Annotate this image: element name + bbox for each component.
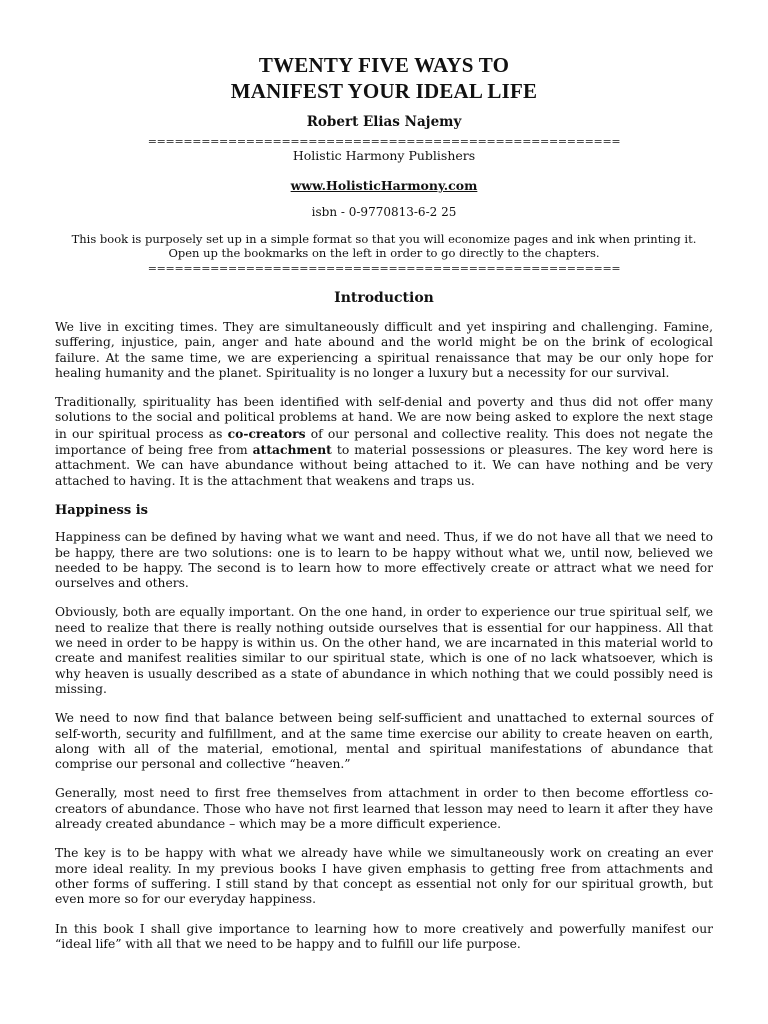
attachment-emphasis: attachment bbox=[252, 442, 332, 458]
author-name: Robert Elias Najemy bbox=[306, 114, 462, 130]
co-creators-emphasis: co-creators bbox=[227, 425, 306, 441]
website-link[interactable]: www.HolisticHarmony.com bbox=[290, 178, 478, 193]
separator-rule-bottom: ===================================================== bbox=[147, 262, 621, 275]
format-note-line-1: This book is purposely set up in a simple format so that you will economize pages and ink when printing it. bbox=[71, 232, 697, 246]
body-text bbox=[55, 320, 713, 966]
paragraph-1: We live in exciting times. They are simultaneously difficult and yet inspiring and challenging. Famine, suffering, injustice, pain, anger and hate abound and the world might be on the brink of ecological failure. At the same time, we are experiencing a spiritual renaissance that may be our only hope for healing humanity and the planet. Spirituality is no longer a luxury but a necessity for our survival. bbox=[55, 320, 713, 380]
paragraph-2-text-e: to material possessions or pleasures. The key word here is attachment. We can have abundance without being attached to it. We can have nothing and be very attached to having. It is the attachment that weakens and traps us. bbox=[55, 443, 714, 488]
publisher-name: Holistic Harmony Publishers bbox=[292, 148, 476, 163]
separator-rule-top: ===================================================== bbox=[147, 135, 621, 148]
paragraph-2 bbox=[55, 395, 713, 489]
introduction-heading: Introduction bbox=[334, 290, 434, 306]
paragraph-3: Happiness can be defined by having what we want and need. Thus, if we do not have all that we need to be happy, there are two solutions: one is to learn to be happy without what we, until now, believed we needed to be happy. The second is to learn how to more effectively create or attract what we need for ourselves and others. bbox=[55, 530, 713, 591]
paragraph-2-text-a: Traditionally, spirituality has been identified with self-denial and poverty and thus did not offer many solutions to the social and political problems at hand. We are now being asked to explore the next stage in our spiritual process as bbox=[55, 395, 713, 441]
paragraph-8: In this book I shall give importance to learning how to more creatively and powerfully manifest our “ideal life” with all that we need to be happy and to fulfill our life purpose. bbox=[55, 921, 713, 951]
paragraph-2-text-c: of our personal and collective reality. This does not negate the importance of being free from bbox=[55, 426, 714, 458]
title-line-2: MANIFEST YOUR IDEAL LIFE bbox=[230, 79, 538, 103]
paragraph-4: Obviously, both are equally important. On the one hand, in order to experience our true spiritual self, we need to realize that there is really nothing outside ourselves that is essential for our happiness. All that we need in order to be happy is within us. On the other hand, we are incarnated in this material world to create and manifest realities similar to our spiritual state, which is one of no lack whatsoever, which is why heaven is usually described as a state of abundance in which nothing that we could possibly need is missing. bbox=[55, 605, 713, 696]
paragraph-7: The key is to be happy with what we already have while we simultaneously work on creating an ever more ideal reality. In my previous books I have given emphasis to getting free from attachments and other forms of suffering. I still stand by that concept as essential not only for our spiritual growth, but even more so for our everyday happiness. bbox=[55, 846, 713, 907]
paragraph-6: Generally, most need to first free themselves from attachment in order to then become effortless co-creators of abundance. Those who have not first learned that lesson may need to learn it after they have already created abundance – which may be a more difficult experience. bbox=[55, 786, 713, 832]
format-note bbox=[0, 232, 768, 260]
document-title bbox=[0, 52, 768, 104]
format-note-line-2: Open up the bookmarks on the left in order to go directly to the chapters. bbox=[168, 246, 600, 260]
happiness-heading: Happiness is bbox=[55, 502, 148, 518]
isbn-text: isbn - 0-9770813-6-2 25 bbox=[311, 205, 457, 219]
paragraph-5: We need to now find that balance between being self-sufficient and unattached to external sources of self-worth, security and fulfillment, and at the same time exercise our ability to create heaven on earth, along with all of the material, emotional, mental and spiritual manifestations of abundance that comprise our personal and collective “heaven.” bbox=[55, 711, 713, 772]
title-line-1: TWENTY FIVE WAYS TO bbox=[258, 53, 510, 77]
